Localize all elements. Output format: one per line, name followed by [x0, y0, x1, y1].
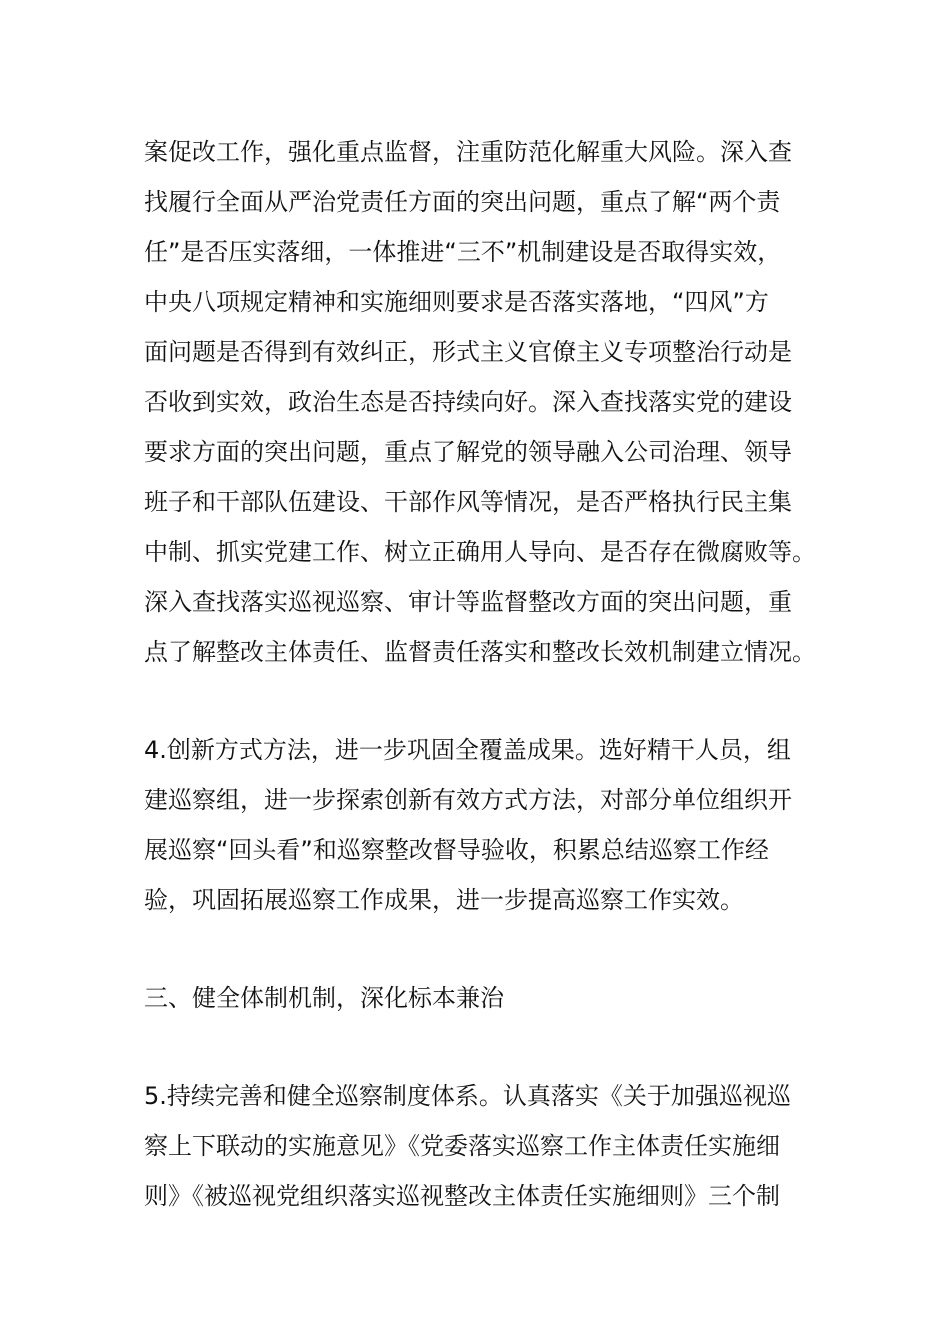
text-line: 面问题是否得到有效纠正，形式主义官僚主义专项整治行动是 — [144, 338, 792, 366]
text-line: 深入查找落实巡视巡察、审计等监督整改方面的突出问题，重 — [144, 588, 792, 616]
text-line: 案促改工作，强化重点监督，注重防范化解重大风险。深入查 — [144, 138, 792, 166]
text-line: 建巡察组，进一步探索创新有效方式方法，对部分单位组织开 — [144, 786, 792, 814]
text-line: 则》《被巡视党组织落实巡视整改主体责任实施细则》三个制 — [144, 1182, 780, 1210]
text-line: 找履行全面从严治党责任方面的突出问题，重点了解“两个责 — [144, 188, 781, 216]
section-heading: 三、健全体制机制，深化标本兼治 — [144, 984, 504, 1012]
text-line: 察上下联动的实施意见》《党委落实巡察工作主体责任实施细 — [144, 1132, 780, 1160]
paragraph-spacer — [144, 677, 814, 725]
text-line: 中制、抓实党建工作、树立正确用人导向、是否存在微腐败等。 — [144, 538, 816, 566]
text-line: 否收到实效，政治生态是否持续向好。深入查找落实党的建设 — [144, 388, 792, 416]
paragraph-spacer — [144, 925, 814, 973]
text-line: 要求方面的突出问题，重点了解党的领导融入公司治理、领导 — [144, 438, 792, 466]
paragraph-improve-system — [144, 1071, 814, 1221]
text-line: 点了解整改主体责任、监督责任落实和整改长效机制建立情况。 — [144, 638, 816, 666]
text-line: 4.创新方式方法，进一步巩固全覆盖成果。选好精干人员，组 — [144, 736, 791, 764]
text-line: 验，巩固拓展巡察工作成果，进一步提高巡察工作实效。 — [144, 886, 744, 914]
text-line: 5.持续完善和健全巡察制度体系。认真落实《关于加强巡视巡 — [144, 1082, 791, 1110]
text-line: 中央八项规定精神和实施细则要求是否落实落地，“四风”方 — [144, 288, 769, 316]
text-line: 任”是否压实落细，一体推进“三不”机制建设是否取得实效， — [144, 238, 782, 266]
text-line: 班子和干部队伍建设、干部作风等情况，是否严格执行民主集 — [144, 488, 792, 516]
paragraph-innovate-methods — [144, 725, 814, 925]
paragraph-spacer — [144, 1023, 814, 1071]
document-page — [144, 127, 814, 1221]
paragraph-inspection-focus — [144, 127, 814, 677]
text-line: 展巡察“回头看”和巡察整改督导验收，积累总结巡察工作经 — [144, 836, 769, 864]
